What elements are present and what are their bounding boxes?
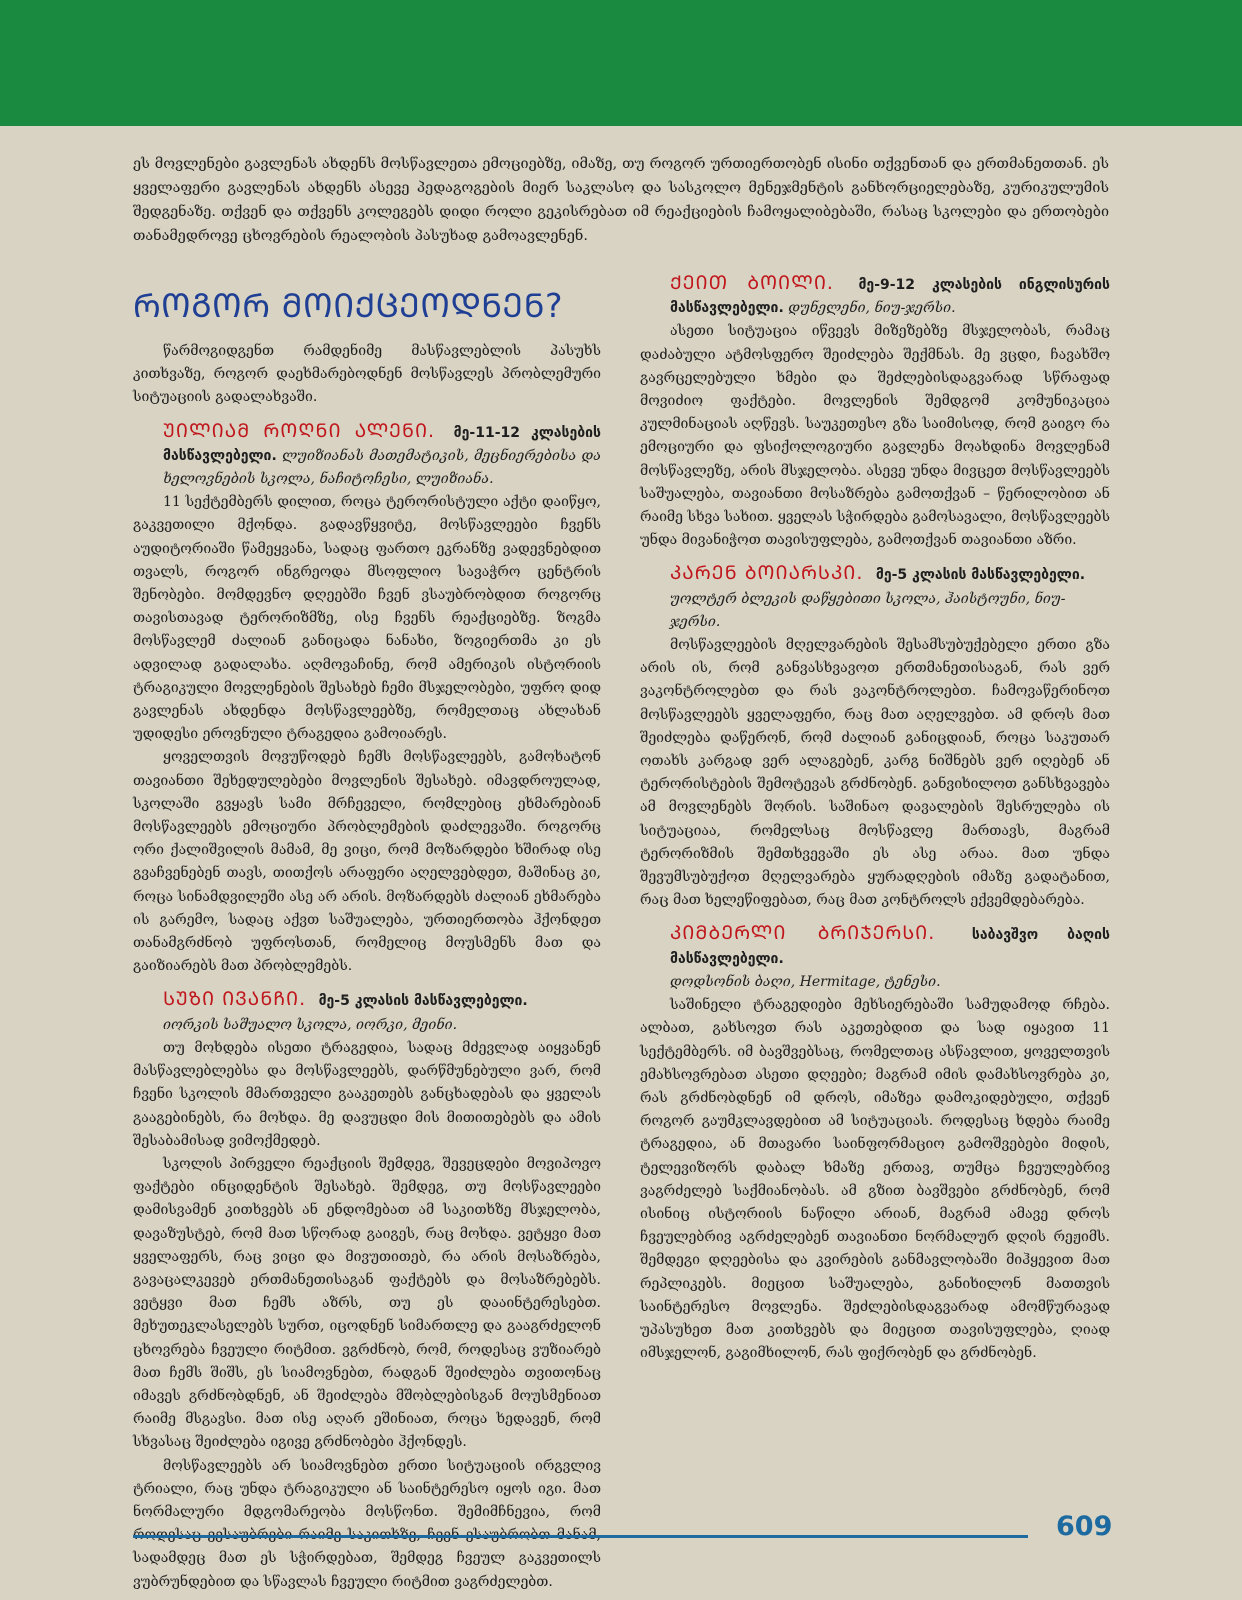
entry-header	[640, 562, 1110, 587]
intro-paragraph: ეს მოვლენები გავლენას ახდენს მოსწავლეთა ემოციებზე, იმაზე, თუ როგორ ურთიერთობენ ისინი თქვენთან და ერთმანეთთან. ეს ყველაფერი გავლენას ახდენს ასევე პედაგოგების მიერ საკლასო და სასკოლო მენეჯმენტის განხორციელებაზე, კურიკულუმის შედგენაზე. თქვენ და თქვენს კოლეგებს დიდი როლი გეკისრებათ იმ რეაქციების ჩამოყალიბებაში, რასაც სკოლები და ერთობები თანამედროვე ცხოვრების რეალობის პასუხად გამოავლენენ.	[133, 156, 1109, 244]
entry-paragraph: ასეთი სიტუაცია იწვევს მიზეზებზე მსჯელობას, რამაც დაძაბული ატმოსფერო შეიძლება შექმნას. მე ვცდი, ჩავახშო გავრცელებული ხმები და შეძლებისდაგვარად სწრაფად მოვიძიო ფაქტები. მოვლენის შემდგომ კომუნიკაცია კულმინაციას აღწევს. საუკეთესო გზა საიმისოდ, რომ გაიგო რა ემოციური და ფსიქოლოგიური გავლენა მოახდინა მოვლენამ მოსწავლეზე, არის მსჯელობა. ასევე უნდა მივცეთ მოსწავლეებს საშუალება, თავიანთი მოსაზრება გამოთქვან – წერილობით ან რაიმე სხვა სახით. ყველას სჭირდება გამოსავალი, მოსწავლეებს უნდა მივანიჭოთ თავისუფლება, გამოთქვან თავიანთი აზრი.	[640, 323, 1110, 549]
teacher-role: მე-5 კლასის მასწავლებელი.	[875, 567, 1086, 584]
footer-rule	[133, 1535, 1028, 1538]
teacher-school: უოლტერ ბლეკის დაწყებითი სკოლა, ჰაისტოუნი, ნიუ-ჯერსი.	[670, 590, 1066, 630]
entry-header	[133, 988, 601, 1013]
teacher-name: ᲥᲔᲘᲗ ᲑᲝᲘᲚᲘ.	[670, 272, 834, 294]
entry-bridgers	[640, 922, 1110, 1365]
teacher-school: ლუიზიანას მათემატიკის, მეცნიერებისა და ხელოვნების სკოლა, ნაჩიტოჩესი, ლუიზიანა.	[163, 447, 601, 488]
teacher-school: დუნელენი, ნიუ-ჯერსი.	[788, 300, 956, 317]
entry-boyarski	[640, 562, 1110, 912]
entry-ivanchi	[133, 988, 601, 1593]
teacher-school: იორკის საშუალო სკოლა, იორკი, მეინი.	[163, 1016, 458, 1033]
entry-paragraph: საშინელი ტრაგედიები მეხსიერებაში სამუდამოდ რჩება. ალბათ, გახსოვთ რას აკეთებდით და სად იყავით 11 სექტემბერს. იმ ბავშვებსაც, რომელთაც ასწავლით, ყოველთვის ემახსოვრებათ ასეთი დღეები; მაგრამ იმის დამახსოვრება კი, რას გრძნობდნენ იმ დროს, იმაზეა დამოკიდებული, თქვენ როგორ გაუმკლავდებით ამ სიტუაციას. როდესაც ხდება რაიმე ტრაგედია, ან მთავარი საინფორმაციო გამოშვებები მიდის, ტელევიზორს დაბალ ხმაზე ერთავ, თუმცა ჩვეულებრივ ვაგრძელებ საქმიანობას. ამ გზით ბავშვები გრძნობენ, რომ ისინიც ისტორიის ნაწილი არიან, მაგრამ ამავე დროს ჩვეულებრივ აგრძელებენ თავიანთი ნორმალურ დღის რეჟიმს. შემდეგი დღეებისა და კვირების განმავლობაში მიჰყევით მათ რეპლიკებს. მიეცით საშუალება, განიხილონ მათთვის საინტერესო მოვლენა. შეძლებისდაგვარად ამომწურავად უპასუხეთ მათ კითხვებს და მიეცით თავისუფლება, ღიად იმსჯელონ, გაგიმხილონ, რას ფიქრობენ და გრძნობენ.	[640, 997, 1110, 1362]
teacher-name: ᲙᲐᲠᲔᲜ ᲑᲝᲘᲐᲠᲡᲙᲘ.	[670, 562, 864, 585]
teacher-school: დოდსონის ბაღი, Hermitage, ტენესი.	[670, 973, 941, 990]
teacher-name: ᲡᲣᲖᲘ ᲘᲕᲐᲜᲩᲘ.	[163, 988, 307, 1011]
entry-paragraph: 11 სექტემბერს დილით, როცა ტერორისტული აქტი დაიწყო, გაკვეთილი მქონდა. გადავწყვიტე, მოსწავლეები ჩვენს აუდიტორიაში წამეყვანა, სადაც ფართო ეკრანზე ვადევნებდით თვალს, როგორ ინგრეოდა მსოფლიო სავაჭრო ცენტრის შენობები. მომდევნო დღეებში ჩვენ ვსაუბრობდით როგორც თავისთავად ტერორიზმზე, ისე ჩვენს რეაქციებზე. ზოგმა მოსწავლემ ძალიან განიცადა ნანახი, ზოგიერთმა კი ეს ადვილად გადალახა. აღმოვაჩინე, რომ ამერიკის ისტორიის ტრაგიკული მოვლენების შესახებ ჩემი მსჯელობები, უფრო დიდ გავლენას ახდენდა მოსწავლეებზე, რომელთაც ახლახან უდიდესი ეროვნული ტრაგედია გამოიარეს.	[133, 494, 601, 743]
section-heading: ᲠᲝᲒᲝᲠ ᲛᲝᲘᲥᲪᲔᲝᲓᲜᲔᲜ?	[133, 286, 564, 325]
entry-header	[133, 420, 601, 492]
teacher-role: საბავშვო ბაღის მასწავლებელი.	[670, 927, 1110, 967]
lead-paragraph: წარმოგიდგენთ რამდენიმე მასწავლებლის პასუხს კითხვაზე, როგორ დაეხმარებოდნენ მოსწავლეს პრობლემური სიტუაციის გადალახვაში.	[133, 343, 601, 406]
teacher-name: ᲣᲘᲚᲘᲐᲛ ᲠᲝᲦᲜᲘ ᲐᲚᲔᲜᲘ.	[163, 419, 436, 442]
page-number: 609	[1056, 1511, 1113, 1542]
entry-header	[640, 922, 1110, 970]
entry-paragraph: მოსწავლეების მღელვარების შესამსუბუქებელი ერთი გზა არის ის, რომ განვასხვავოთ ერთმანეთისაგან, რას ვერ ვაკონტროლებთ და რას ვაკონტროლებთ. ჩამოვაწერინოთ მოსწავლეებს ყველაფერი, რაც მათ აღელვებთ. ამ დროს მათ შეიძლება დაწერონ, რომ ძალიან განიცდიან, როცა საკუთარ ოთახს კარგად ვერ ალაგებენ, კარგ ნიშნებს ვერ იღებენ ან ტერორისტების შემოტევას გრძნობენ. განვიხილოთ განსხვავება ამ მოვლენებს შორის. საშინაო დავალების შესრულება ის სიტუაციაა, რომელსაც მოსწავლე მართავს, მაგრამ ტერორიზმის შემთხვევაში ეს ასე არაა. მათ უნდა შევუმსუბუქოთ მღელვარება ყურადღების იმაზე გადატანით, რაც მათ ხელეწიფებათ, რაც მათ კონტროლს ექვემდებარება.	[640, 637, 1110, 909]
entry-boyle	[640, 272, 1110, 552]
teacher-role: მე-11-12 კლასების მასწავლებელი.	[163, 424, 601, 464]
entry-paragraph: თუ მოხდება ისეთი ტრაგედია, სადაც მძევლად აიყვანენ მასწავლებლებსა და მოსწავლეებს, დარწმუნებული ვარ, რომ ჩვენი სკოლის მმართველი გააკეთებს განცხადებას და ყველას გააგებინებს, რა მოხდა. მე დავუცდი მის მითითებებს და ამის შესაბამისად ვიმოქმედებ.	[133, 1039, 601, 1149]
entry-allen	[133, 420, 601, 979]
entry-paragraph: სკოლის პირველი რეაქციის შემდეგ, შევეცდები მოვიპოვო ფაქტები ინციდენტის შესახებ. შემდეგ, თუ მოსწავლეები დამისვამენ კითხვებს ან ენდომებათ ამ საკითხზე მსჯელობა, დავაზუსტებ, რომ მათ სწორად გაიგეს, რაც მოხდა. ვეტყვი მათ ყველაფერს, რაც ვიცი და მივუთითებ, რა არის მოსაზრება, გავაცალკევებ ერთმანეთისაგან ფაქტებს და მოსაზრებებს. ვეტყვი მათ ჩემს აზრს, თუ ეს დააინტერესებთ. მეხუთეკლასელებს სურთ, იცოდნენ სიმართლე და გააგრძელონ ცხოვრება ჩვეული რიტმით. ვგრძნობ, რომ, როდესაც ვუზიარებ მათ ჩემს შიშს, ეს სიამოვნებთ, რადგან შეიძლება თვითონაც იმავეს გრძნობდნენ, ან შეიძლება მშობლებისგან მოუსმენიათ რაიმე მსგავსი. მათ ისე აღარ ეშინიათ, როცა ხედავენ, რომ სხვასაც შეიძლება იგივე გრძნობები ჰქონდეს.	[133, 1155, 601, 1451]
entry-header	[640, 272, 1110, 320]
header-band	[0, 0, 1242, 126]
right-column	[640, 262, 1110, 1365]
left-column	[133, 262, 601, 1594]
teacher-role: მე-9-12 კლასების ინგლისურის მასწავლებელი.	[670, 277, 1110, 317]
teacher-role: მე-5 კლასის მასწავლებელი.	[318, 993, 528, 1010]
entry-paragraph: მოსწავლეებს არ სიამოვნებთ ერთი სიტუაციის ირგვლივ ტრიალი, რაც უნდა ტრაგიკული ან საინტერესო იყოს იგი. მათ ნორმალური მდგომარეობა მოსწონთ. შემიმჩნევია, რომ სადამდეც მათ ეს სჭირდებათ, შემდეგ ჩვეულ გაკვეთილს ვუბრუნდებით და სწავლას ჩვეული რიტმით ვაგრძელებთ.	[133, 1457, 601, 1590]
teacher-name: ᲙᲘᲛᲑᲔᲠᲚᲘ ᲑᲠᲘᲯᲔᲠᲡᲘ.	[670, 922, 936, 945]
entry-paragraph: ყოველთვის მოვუწოდებ ჩემს მოსწავლეებს, გამოხატონ თავიანთი შეხედულებები მოვლენის შესახებ. იმავდროულად, სკოლაში გვყავს სამი მრჩეველი, რომლებიც ეხმარებიან მოსწავლეებს ემოციური პრობლემების დაძლევაში. როგორც ორი ქალიშვილის მამამ, მე ვიცი, რომ მოზარდები ხშირად ისე გვაჩვენებენ თავს, თითქოს არაფერი აღელვებდეთ, მაშინაც კი, როცა სინამდვილეში ასე არ არის. მოზარდებს ძალიან ეხმარება ის გარემო, სადაც აქვთ საშუალება, ურთიერთობა ჰქონდეთ თანამგრძნობ უფროსთან, რომელიც მოუსმენს მათ და გაიზიარებს მათ პრობლემებს.	[133, 749, 601, 975]
